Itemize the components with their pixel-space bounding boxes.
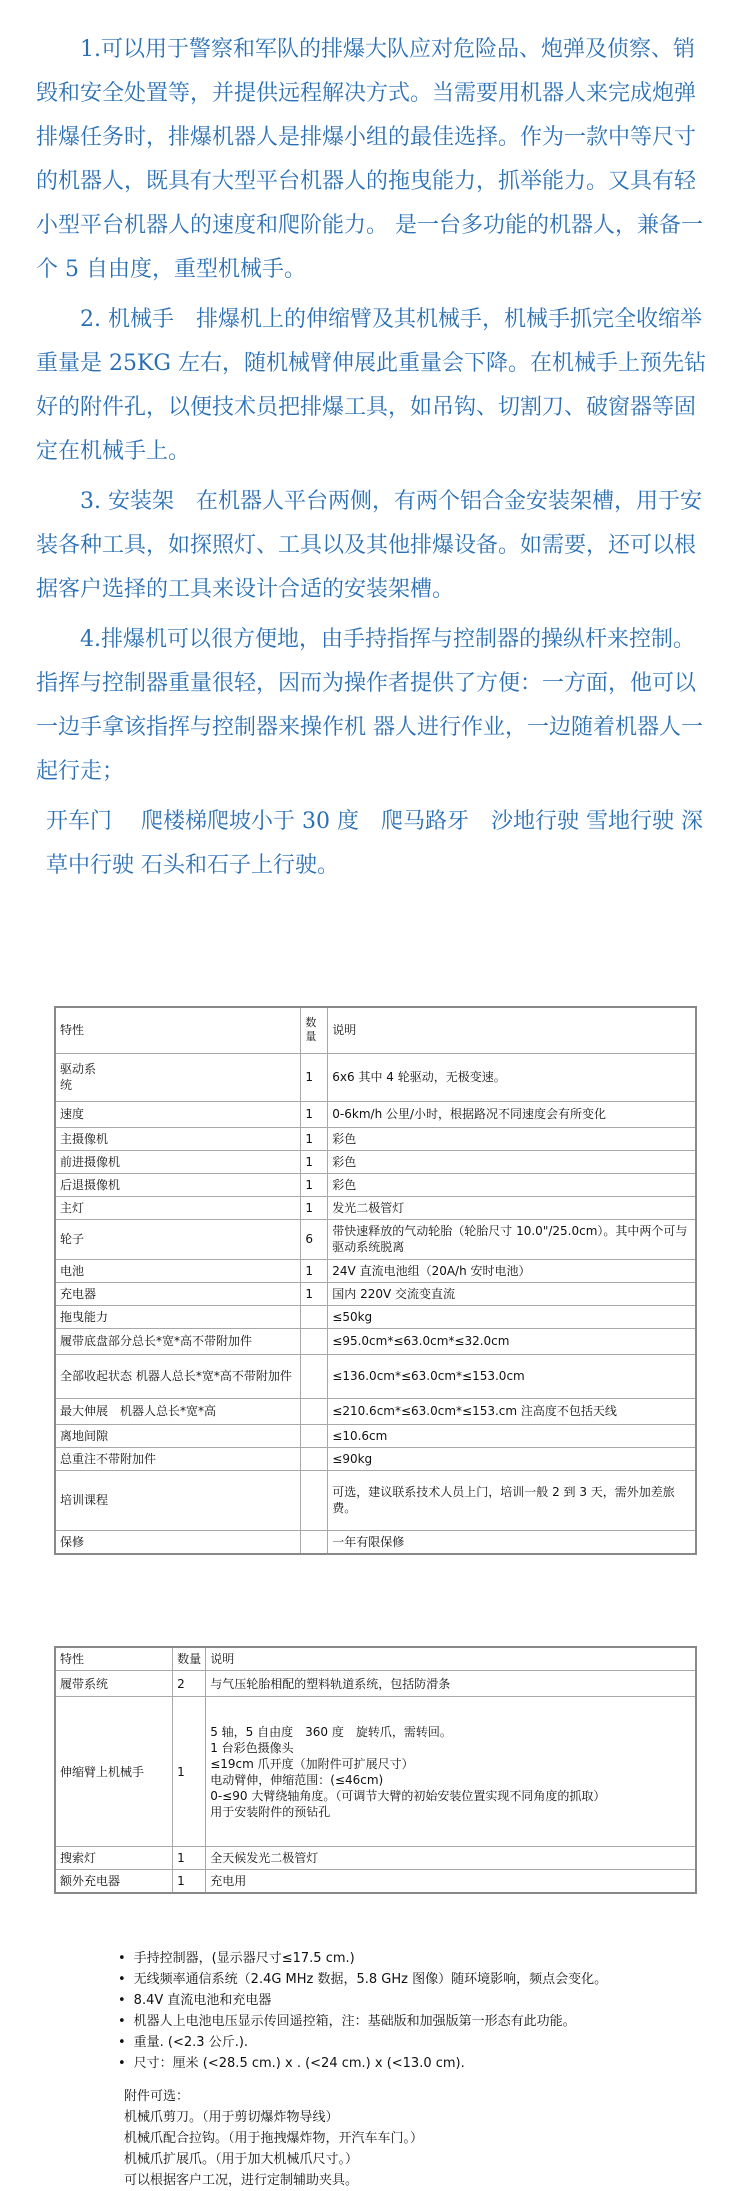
optional-accessories [124, 2086, 684, 2191]
description-cell: 与气压轮胎相配的塑料轨道系统，包括防滑条 [206, 1671, 696, 1697]
feature-cell: 培训课程 [55, 1470, 301, 1530]
table-row [55, 1101, 696, 1127]
description-cell: 彩色 [328, 1127, 696, 1150]
description-cell: ≤136.0cm*≤63.0cm*≤153.0cm [328, 1354, 696, 1398]
feature-cell: 拖曳能力 [55, 1305, 301, 1328]
list-item: 可以根据客户工况，进行定制辅助夹具。 [124, 2173, 359, 2188]
intro-paragraph-1: 1.可以用于警察和军队的排爆大队应对危险品、炮弹及侦察、销毁和安全处置等，并提供远程解决方式。当需要用机器人来完成炮弹排爆任务时，排爆机器人是排爆小组的最佳选择。作为一款中等尺寸的机器人，既具有大型平台机器人的拖曳能力，抓举能力。又具有轻小型平台机器人的速度和爬阶能力。 是一台多功能的机器人，兼备一个 5 自由度，重型机械手。 [36, 37, 703, 282]
feature-cell: 离地间隙 [55, 1424, 301, 1447]
description-cell: 全天候发光二极管灯 [206, 1847, 696, 1870]
table-row [55, 1053, 696, 1101]
quantity-cell: 1 [301, 1101, 328, 1127]
table-row [55, 1398, 696, 1424]
description-cell: 0-6km/h 公里/小时，根据路况不同速度会有所变化 [328, 1101, 696, 1127]
header-cell-qty: 数量 [301, 1007, 328, 1053]
table-row [55, 1127, 696, 1150]
table-row [55, 1697, 696, 1847]
list-item: • 无线频率通信系统（2.4G MHz 数据，5.8 GHz 图像）随环境影响，频点会变化。 [118, 1969, 718, 1990]
spec-table-1 [54, 1006, 697, 1555]
quantity-cell [301, 1447, 328, 1470]
feature-cell: 保修 [55, 1530, 301, 1554]
feature-cell: 前进摄像机 [55, 1150, 301, 1173]
description-cell: ≤50kg [328, 1305, 696, 1328]
quantity-cell [301, 1470, 328, 1530]
feature-cell: 额外充电器 [55, 1870, 173, 1894]
feature-cell: 速度 [55, 1101, 301, 1127]
description-cell: 6x6 其中 4 轮驱动，无极变速。 [328, 1053, 696, 1101]
intro-paragraph-2: 2. 机械手 排爆机上的伸缩臂及其机械手，机械手抓完全收缩举重量是 25KG 左右，随机械臂伸展此重量会下降。在机械手上预先钻好的附件孔，以便技术员把排爆工具，如吊钩、切割刀、破窗器等固定在机械手上。 [36, 307, 706, 464]
feature-cell: 电池 [55, 1259, 301, 1282]
feature-cell: 主摄像机 [55, 1127, 301, 1150]
quantity-cell [301, 1530, 328, 1554]
header-cell-qty: 数量 [173, 1647, 206, 1671]
quantity-cell: 1 [173, 1697, 206, 1847]
intro-paragraph-4: 4.排爆机可以很方便地，由手持指挥与控制器的操纵杆来控制。指挥与控制器重量很轻，因而为操作者提供了方便：一方面，他可以一边手拿该指挥与控制器来操作机 器人进行作业，一边随着机器人一起行走； [36, 627, 703, 784]
feature-cell: 驱动系 统 [55, 1053, 301, 1101]
description-cell: 彩色 [328, 1173, 696, 1196]
quantity-cell [301, 1305, 328, 1328]
feature-cell: 主灯 [55, 1196, 301, 1219]
quantity-cell: 1 [301, 1196, 328, 1219]
table-row [55, 1447, 696, 1470]
quantity-cell [301, 1424, 328, 1447]
header-cell-feature: 特性 [55, 1007, 301, 1053]
quantity-cell: 1 [301, 1150, 328, 1173]
intro-paragraph-3: 3. 安装架 在机器人平台两侧，有两个铝合金安装架槽，用于安装各种工具，如探照灯、工具以及其他排爆设备。如需要，还可以根据客户选择的工具来设计合适的安装架槽。 [36, 489, 702, 602]
list-item: 机械爪剪刀。（用于剪切爆炸物导线） [124, 2110, 339, 2125]
list-item: • 机器人上电池电压显示传回遥控箱，注：基础版和加强版第一形态有此功能。 [118, 2011, 718, 2032]
quantity-cell: 2 [173, 1671, 206, 1697]
description-cell: 24V 直流电池组（20A/h 安时电池） [328, 1259, 696, 1282]
table-row [55, 1259, 696, 1282]
table-header-row [55, 1007, 696, 1053]
quantity-cell: 1 [301, 1127, 328, 1150]
table-row [55, 1150, 696, 1173]
table-row [55, 1847, 696, 1870]
quantity-cell: 1 [301, 1053, 328, 1101]
feature-cell: 履带系统 [55, 1671, 173, 1697]
quantity-cell: 1 [301, 1282, 328, 1305]
table-row [55, 1530, 696, 1554]
quantity-cell [301, 1398, 328, 1424]
table-row [55, 1282, 696, 1305]
feature-cell: 后退摄像机 [55, 1173, 301, 1196]
feature-cell: 全部收起状态 机器人总长*宽*高不带附加件 [55, 1354, 301, 1398]
table-row [55, 1196, 696, 1219]
description-cell: 一年有限保修 [328, 1530, 696, 1554]
options-heading: 附件可选： [124, 2089, 190, 2104]
table-row [55, 1424, 696, 1447]
table-row [55, 1219, 696, 1259]
intro-text [36, 28, 716, 894]
intro-paragraph-5: 开车门 爬楼梯爬坡小于 30 度 爬马路牙 沙地行驶 雪地行驶 深草中行驶 石头和石子上行驶。 [46, 809, 703, 878]
description-cell: 国内 220V 交流变直流 [328, 1282, 696, 1305]
header-cell-feature: 特性 [55, 1647, 173, 1671]
controller-bullet-list [118, 1948, 718, 2074]
list-item: 机械爪配合拉钩。（用于拖拽爆炸物，开汽车车门。） [124, 2131, 424, 2146]
table-header-row [55, 1647, 696, 1671]
quantity-cell [301, 1354, 328, 1398]
description-cell: 可选，建议联系技术人员上门，培训一般 2 到 3 天，需外加差旅费。 [328, 1470, 696, 1530]
quantity-cell: 1 [301, 1259, 328, 1282]
list-item: • 重量. (<2.3 公斤.). [118, 2032, 718, 2053]
quantity-cell: 1 [173, 1847, 206, 1870]
description-cell: ≤95.0cm*≤63.0cm*≤32.0cm [328, 1328, 696, 1354]
feature-cell: 搜索灯 [55, 1847, 173, 1870]
table-row [55, 1354, 696, 1398]
list-item: 机械爪扩展爪。（用于加大机械爪尺寸。） [124, 2152, 359, 2167]
spec-table-2 [54, 1646, 697, 1894]
feature-cell: 总重注不带附加件 [55, 1447, 301, 1470]
description-cell: 5 轴，5 自由度 360 度 旋转爪，需转回。 1 台彩色摄像头 ≤19cm 爪开度（加附件可扩展尺寸） 电动臂伸，伸缩范围：(≤46cm) 0-≤90 大臂绕轴角度。（可调节大臂的初始安装位置实现不同角度的抓取） 用于安装附件的预钻孔 [206, 1697, 696, 1847]
description-cell: 彩色 [328, 1150, 696, 1173]
description-cell: 充电用 [206, 1870, 696, 1894]
feature-cell: 履带底盘部分总长*宽*高不带附加件 [55, 1328, 301, 1354]
table-row [55, 1870, 696, 1894]
table-row [55, 1173, 696, 1196]
list-item: • 8.4V 直流电池和充电器 [118, 1990, 718, 2011]
header-cell-desc: 说明 [328, 1007, 696, 1053]
description-cell: ≤210.6cm*≤63.0cm*≤153.cm 注高度不包括天线 [328, 1398, 696, 1424]
feature-cell: 轮子 [55, 1219, 301, 1259]
description-cell: 带快速释放的气动轮胎（轮胎尺寸 10.0"/25.0cm）。其中两个可与驱动系统脱离 [328, 1219, 696, 1259]
quantity-cell [301, 1328, 328, 1354]
table-row [55, 1470, 696, 1530]
table-row [55, 1328, 696, 1354]
table-row [55, 1305, 696, 1328]
feature-cell: 充电器 [55, 1282, 301, 1305]
list-item: • 尺寸：厘米 (<28.5 cm.) x . (<24 cm.) x (<13.0 cm). [118, 2053, 718, 2074]
table-row [55, 1671, 696, 1697]
description-cell: ≤90kg [328, 1447, 696, 1470]
list-item: • 手持控制器，(显示器尺寸≤17.5 cm.) [118, 1948, 718, 1969]
quantity-cell: 1 [173, 1870, 206, 1894]
feature-cell: 伸缩臂上机械手 [55, 1697, 173, 1847]
quantity-cell: 6 [301, 1219, 328, 1259]
description-cell: 发光二极管灯 [328, 1196, 696, 1219]
description-cell: ≤10.6cm [328, 1424, 696, 1447]
feature-cell: 最大伸展 机器人总长*宽*高 [55, 1398, 301, 1424]
quantity-cell: 1 [301, 1173, 328, 1196]
header-cell-desc: 说明 [206, 1647, 696, 1671]
